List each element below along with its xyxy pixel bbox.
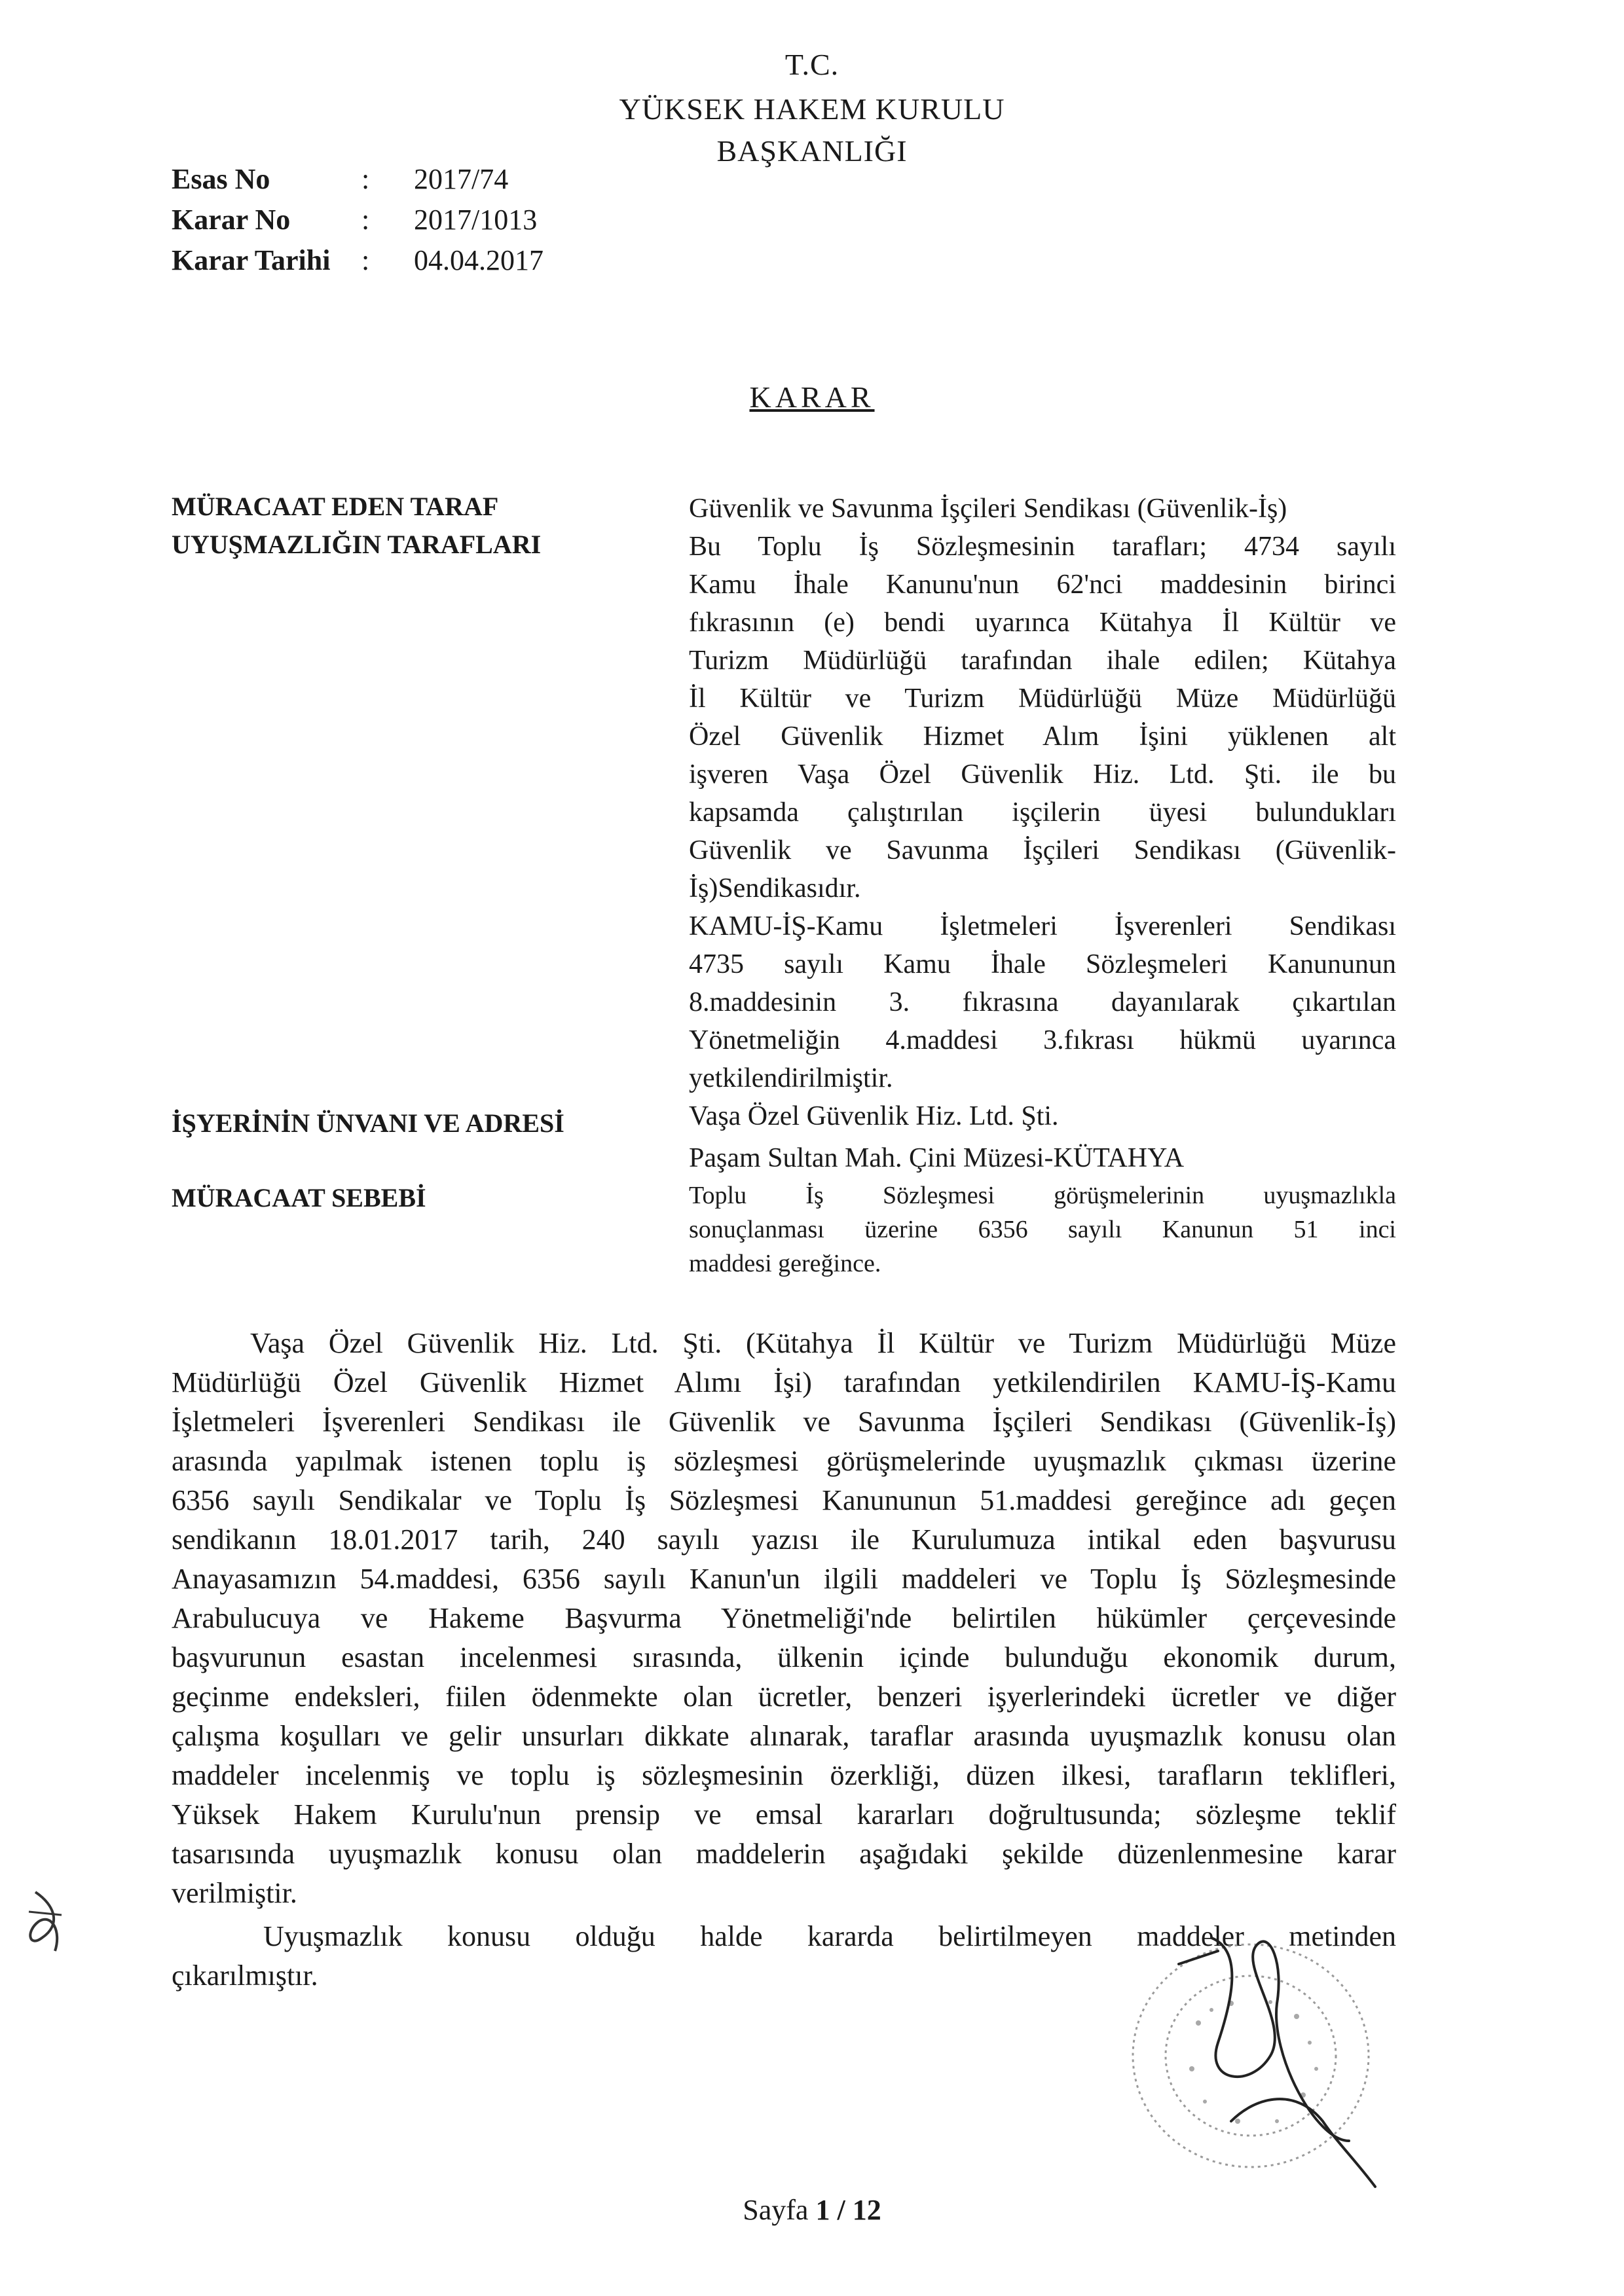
detail-line: Turizm Müdürlüğü tarafından ihale edilen; Kütahya: [689, 646, 1396, 676]
meta-value: 2017/1013: [414, 204, 538, 236]
reason-line: Toplu İş Sözleşmesi görüşmelerinin uyuşmazlıkla: [689, 1182, 1396, 1209]
meta-label: Esas No: [172, 163, 270, 195]
meta-colon: :: [361, 204, 370, 236]
meta-label: Karar Tarihi: [172, 244, 331, 276]
detail-line: Güvenlik ve Savunma İşçileri Sendikası (Güvenlik-: [689, 835, 1396, 866]
detail-line: İl Kültür ve Turizm Müdürlüğü Müze Müdürlüğü: [689, 683, 1396, 714]
detail-line: İş)Sendikasıdır.: [689, 873, 861, 903]
body-line: başvurunun esastan incelenmesi sırasında, ülkenin içinde bulunduğu ekonomik durum,: [172, 1641, 1396, 1673]
detail-line: fıkrasının (e) bendi uyarınca Kütahya İl Kültür ve: [689, 608, 1396, 638]
closing-line: Uyuşmazlık konusu olduğu halde kararda belirtilmeyen maddeler metinden: [263, 1920, 1396, 1952]
body-line: İşletmeleri İşverenleri Sendikası ile Güvenlik ve Savunma İşçileri Sendikası (Güvenlik-İş): [172, 1406, 1396, 1438]
header-institution: YÜKSEK HAKEM KURULU: [619, 92, 1005, 126]
meta-value: 2017/74: [414, 163, 509, 195]
body-line: Arabulucuya ve Hakeme Başvurma Yönetmeliği'nde belirtilen hükümler çerçevesinde: [172, 1602, 1396, 1634]
margin-initial-mark: [16, 1886, 75, 1958]
body-line: verilmiştir.: [172, 1877, 297, 1909]
detail-line: Güvenlik ve Savunma İşçileri Sendikası (Güvenlik-İş): [689, 494, 1287, 524]
signature-strokes: [1179, 1938, 1375, 2187]
detail-line: Yönetmeliğin 4.maddesi 3.fıkrası hükmü uyarınca: [689, 1025, 1396, 1055]
footer-prefix: Sayfa: [743, 2194, 816, 2226]
page-number: 1 / 12: [815, 2194, 881, 2226]
decision-title: KARAR: [749, 380, 875, 414]
workplace-address: Paşam Sultan Mah. Çini Müzesi-KÜTAHYA: [689, 1143, 1185, 1173]
detail-line: Bu Toplu İş Sözleşmesinin tarafları; 4734 sayılı: [689, 532, 1396, 562]
body-line: sendikanın 18.01.2017 tarih, 240 sayılı yazısı ile Kurulumuza intikal eden başvurusu: [172, 1523, 1396, 1556]
detail-line: 8.maddesinin 3. fıkrasına dayanılarak çıkartılan: [689, 987, 1396, 1017]
body-line: Anayasamızın 54.maddesi, 6356 sayılı Kanun'un ilgili maddeleri ve Toplu İş Sözleşmesinde: [172, 1563, 1396, 1595]
label-workplace: İŞYERİNİN ÜNVANI VE ADRESİ: [172, 1108, 564, 1138]
body-line: çalışma koşulları ve gelir unsurları dikkate alınarak, taraflar arasında uyuşmazlık konusu olan: [172, 1720, 1396, 1752]
official-stamp-and-signature: [1100, 1925, 1414, 2200]
meta-colon: :: [361, 244, 370, 276]
header-tc: T.C.: [784, 48, 840, 81]
body-line: tasarısında uyuşmazlık konusu olan maddelerin aşağıdaki şekilde düzenlenmesine karar: [172, 1838, 1396, 1870]
meta-label: Karar No: [172, 204, 291, 236]
body-line: Vaşa Özel Güvenlik Hiz. Ltd. Şti. (Kütahya İl Kültür ve Turizm Müdürlüğü Müze: [250, 1327, 1396, 1359]
detail-line: KAMU-İŞ-Kamu İşletmeleri İşverenleri Sendikası: [689, 911, 1396, 941]
label-reason: MÜRACAAT SEBEBİ: [172, 1183, 426, 1212]
detail-line: kapsamda çalıştırılan işçilerin üyesi bulundukları: [689, 797, 1396, 828]
page-footer: [0, 2193, 1624, 2227]
reason-line: sonuçlanması üzerine 6356 sayılı Kanunun 51 inci: [689, 1216, 1396, 1243]
body-line: Müdürlüğü Özel Güvenlik Hizmet Alımı İşi) tarafından yetkilendirilen KAMU-İŞ-Kamu: [172, 1366, 1396, 1398]
body-line: Yüksek Hakem Kurulu'nun prensip ve emsal kararları doğrultusunda; sözleşme teklif: [172, 1798, 1396, 1831]
closing-line: çıkarılmıştır.: [172, 1959, 318, 1992]
meta-value: 04.04.2017: [414, 244, 544, 276]
body-line: 6356 sayılı Sendikalar ve Toplu İş Sözleşmesi Kanununun 51.maddesi gereğince adı geçen: [172, 1484, 1396, 1516]
detail-line: Kamu İhale Kanunu'nun 62'nci maddesinin birinci: [689, 570, 1396, 600]
meta-colon: :: [361, 163, 370, 195]
reason-line: maddesi gereğince.: [689, 1250, 881, 1277]
workplace-name: Vaşa Özel Güvenlik Hiz. Ltd. Şti.: [689, 1101, 1059, 1131]
detail-line: işveren Vaşa Özel Güvenlik Hiz. Ltd. Şti. ile bu: [689, 759, 1396, 790]
label-parties: UYUŞMAZLIĞIN TARAFLARI: [172, 530, 542, 559]
detail-line: yetkilendirilmiştir.: [689, 1063, 893, 1093]
detail-line: Özel Güvenlik Hizmet Alım İşini yüklenen alt: [689, 721, 1396, 752]
body-line: arasında yapılmak istenen toplu iş sözleşmesi görüşmelerinde uyuşmazlık çıkması üzerine: [172, 1445, 1396, 1477]
label-applicant: MÜRACAAT EDEN TARAF: [172, 492, 499, 521]
detail-line: 4735 sayılı Kamu İhale Sözleşmeleri Kanununun: [689, 949, 1396, 979]
body-line: maddeler incelenmiş ve toplu iş sözleşmesinin özerkliği, düzen ilkesi, tarafların teklifleri,: [172, 1759, 1396, 1791]
header-presidency: BAŞKANLIĞI: [716, 134, 908, 168]
body-line: geçinme endeksleri, fiilen ödenmekte olan ücretler, benzeri işyerlerindeki ücretler ve diğer: [172, 1681, 1396, 1713]
